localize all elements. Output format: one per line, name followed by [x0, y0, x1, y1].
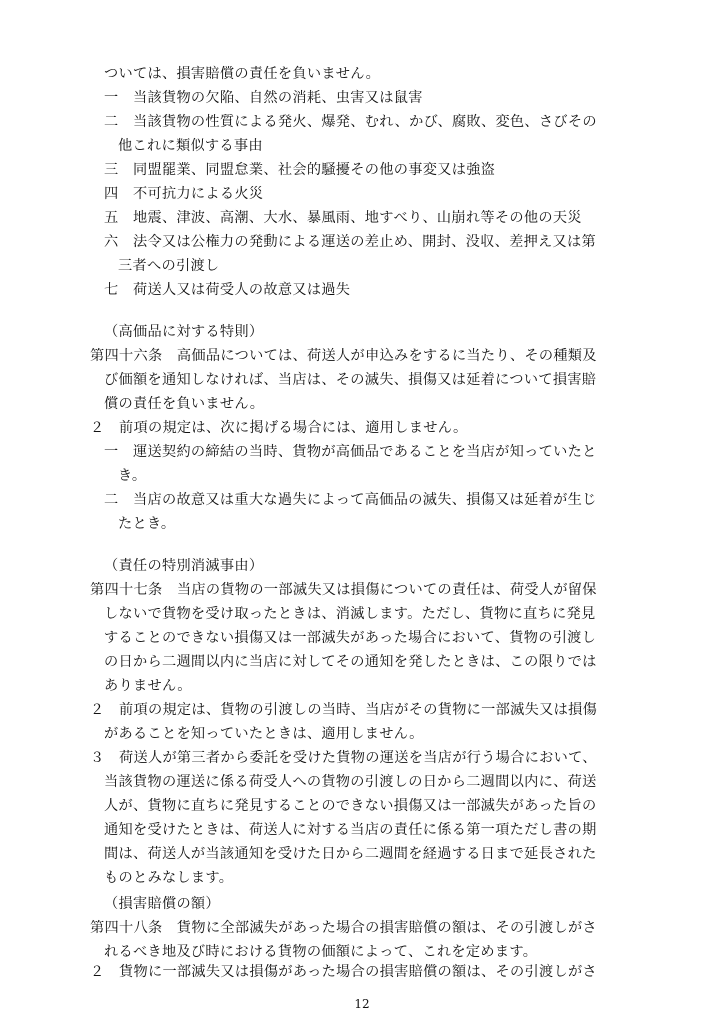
section-heading: （責任の特別消滅事由） — [104, 558, 264, 574]
list-item: 六 法令又は公権力の発動による運送の差止め、開封、没収、差押え又は第 — [104, 234, 597, 250]
text-line: び価額を通知しなければ、当店は、その滅失、損傷又は延着について損害賠 — [104, 372, 597, 388]
text-line: があることを知っていたときは、適用しません。 — [104, 726, 424, 742]
paragraph-line: ２ 前項の規定は、次に掲げる場合には、適用しません。 — [90, 420, 468, 436]
text-line: 人が、貨物に直ちに発見することのできない損傷又は一部滅失があった旨の — [104, 798, 597, 814]
list-item: 五 地震、津波、高潮、大水、暴風雨、地すべり、山崩れ等その他の天災 — [104, 210, 582, 226]
paragraph-line: ２ 貨物に一部滅失又は損傷があった場合の損害賠償の額は、その引渡しがさ — [90, 964, 597, 980]
text-line: 当該貨物の運送に係る荷受人への貨物の引渡しの日から二週間以内に、荷送 — [104, 774, 597, 790]
text-line: き。 — [118, 468, 147, 484]
section-heading: （高価品に対する特則） — [104, 324, 264, 340]
text-line: しないで貨物を受け取ったときは、消滅します。ただし、貨物に直ちに発見 — [104, 606, 596, 622]
text-line: ものとみなします。 — [104, 870, 234, 886]
text-line: の日から二週間以内に当店に対してその通知を発したときは、この限りでは — [104, 654, 597, 670]
article-line: 第四十七条 当店の貨物の一部滅失又は損傷についての責任は、荷受人が留保 — [90, 582, 597, 598]
list-item: 一 運送契約の締結の当時、貨物が高価品であることを当店が知っていたと — [104, 444, 597, 460]
text-line: 通知を受けたときは、荷送人に対する当店の責任に係る第一項ただし書の期 — [104, 822, 597, 838]
article-line: 第四十六条 高価品については、荷送人が申込みをするに当たり、その種類及 — [90, 348, 597, 364]
text-line: ありません。 — [104, 678, 192, 694]
paragraph-line: ３ 荷送人が第三者から委託を受けた貨物の運送を当店が行う場合において、 — [90, 750, 597, 766]
text-line: 他これに類似する事由 — [118, 138, 263, 154]
article-line: 第四十八条 貨物に全部滅失があった場合の損害賠償の額は、その引渡しがさ — [90, 920, 597, 936]
list-item: 七 荷送人又は荷受人の故意又は過失 — [104, 282, 351, 298]
text-line: れるべき地及び時における貨物の価額によって、これを定めます。 — [104, 944, 538, 960]
list-item: 三 同盟罷業、同盟怠業、社会的騒擾その他の事変又は強盗 — [104, 162, 496, 178]
text-line: 間は、荷送人が当該通知を受けた日から二週間を経過する日まで延長された — [104, 846, 597, 862]
list-item: 二 当店の故意又は重大な過失によって高価品の滅失、損傷又は延着が生じ — [104, 492, 597, 508]
paragraph-line: ２ 前項の規定は、貨物の引渡しの当時、当店がその貨物に一部滅失又は損傷 — [90, 702, 598, 718]
list-item: 四 不可抗力による火災 — [104, 186, 264, 202]
page-number: 12 — [354, 997, 370, 1011]
text-line: 償の責任を負いません。 — [104, 396, 265, 412]
text-line: 三者への引渡し — [118, 258, 220, 274]
text-line: することのできない損傷又は一部滅失があった場合において、貨物の引渡し — [104, 630, 597, 646]
list-item: 一 当該貨物の欠陥、自然の消耗、虫害又は鼠害 — [104, 90, 423, 106]
text-line: ついては、損害賠償の責任を負いません。 — [104, 66, 381, 82]
text-line: たとき。 — [118, 516, 176, 532]
section-heading: （損害賠償の額） — [104, 896, 220, 912]
list-item: 二 当該貨物の性質による発火、爆発、むれ、かび、腐敗、変色、さびその — [104, 114, 597, 130]
